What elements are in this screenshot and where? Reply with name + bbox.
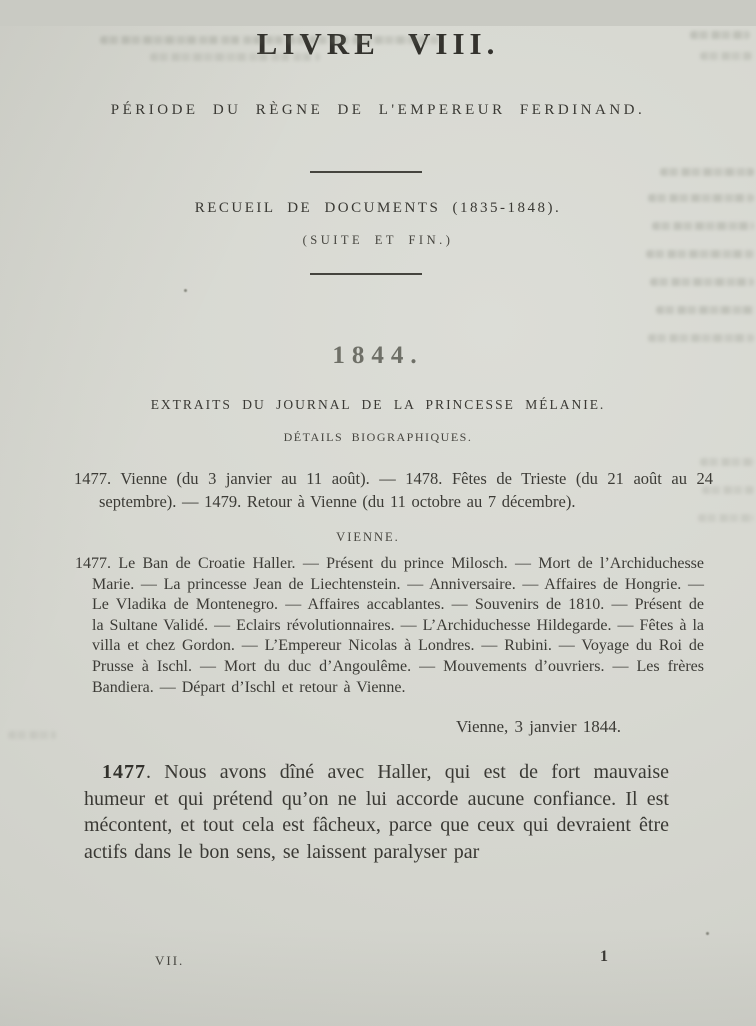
showthrough-line	[8, 731, 56, 739]
dateline: Vienne, 3 janvier 1844.	[455, 717, 621, 737]
showthrough-line	[690, 31, 750, 39]
showthrough-line	[100, 36, 440, 44]
summary-paragraph: 1477. Le Ban de Croatie Haller. — Présent du prince Milosch. — Mort de l’Archiduchesse Marie. — La princesse Jean de Liechtenstein. — Anniversaire. — Affaires de Hongrie. — Le Vladika de Montenegro. — Affaires accablantes. — Souvenirs de 1810. — Présent de la Sultane Validé. — Eclairs révolutionnaires. — L’Archiduchesse Hildegarde. — Fêtes à la villa et chez Gordon. — L’Empereur Nicolas à Londres. — Rubini. — Voyage du Roi de Prusse à Ischl. — Mort du duc d’Angoulême. — Mouvements d’ouvriers. — Les frères Bandiera. — Départ d’Ischl et retour à Vienne.	[75, 555, 704, 696]
page-number: 1	[600, 948, 608, 965]
showthrough-line	[700, 458, 754, 466]
entry-text: . Nous avons dîné avec Haller, qui est de fort mauvaise humeur et qui prétend qu’on ne lui accorde aucune confiance. Il est mécontent, et tout cela est fâcheux, parce que ceux qui devraient être actifs dans le bon sens, se laissent paralyser par	[84, 761, 669, 863]
book-title: LIVRE VIII.	[256, 26, 500, 61]
place-heading: VIENNE.	[336, 530, 400, 544]
section-heading: EXTRAITS DU JOURNAL DE LA PRINCESSE MÉLANIE.	[150, 397, 606, 412]
showthrough-line	[646, 250, 754, 258]
book-page	[0, 26, 756, 1026]
showthrough-line	[656, 306, 754, 314]
showthrough-line	[698, 514, 754, 522]
paper-speck	[184, 289, 187, 292]
showthrough-line	[648, 194, 754, 202]
period-subtitle: PÉRIODE DU RÈGNE DE L'EMPEREUR FERDINAND.	[110, 102, 646, 118]
year-heading: 1844.	[332, 342, 424, 369]
divider-rule-bottom	[310, 273, 422, 275]
signature-mark: VII.	[155, 953, 185, 968]
showthrough-line	[652, 222, 754, 230]
showthrough-line	[650, 278, 754, 286]
divider-rule-top	[310, 171, 422, 173]
showthrough-line	[648, 334, 754, 342]
showthrough-line	[702, 486, 754, 494]
showthrough-line	[150, 53, 320, 61]
entry-paragraph	[84, 759, 669, 865]
entry-number: 1477	[102, 761, 146, 784]
showthrough-line	[700, 52, 752, 60]
showthrough-line	[660, 168, 754, 176]
paper-speck	[706, 932, 709, 935]
itinerary-paragraph: 1477. Vienne (du 3 janvier au 11 août). — 1478. Fêtes de Trieste (du 21 août au 24 septembre). — 1479. Retour à Vienne (du 11 octobre au 7 décembre).	[74, 469, 713, 511]
collection-note: (SUITE ET FIN.)	[302, 233, 454, 247]
collection-title: RECUEIL DE DOCUMENTS (1835-1848).	[194, 200, 562, 216]
subsection-heading: DÉTAILS BIOGRAPHIQUES.	[283, 430, 473, 444]
